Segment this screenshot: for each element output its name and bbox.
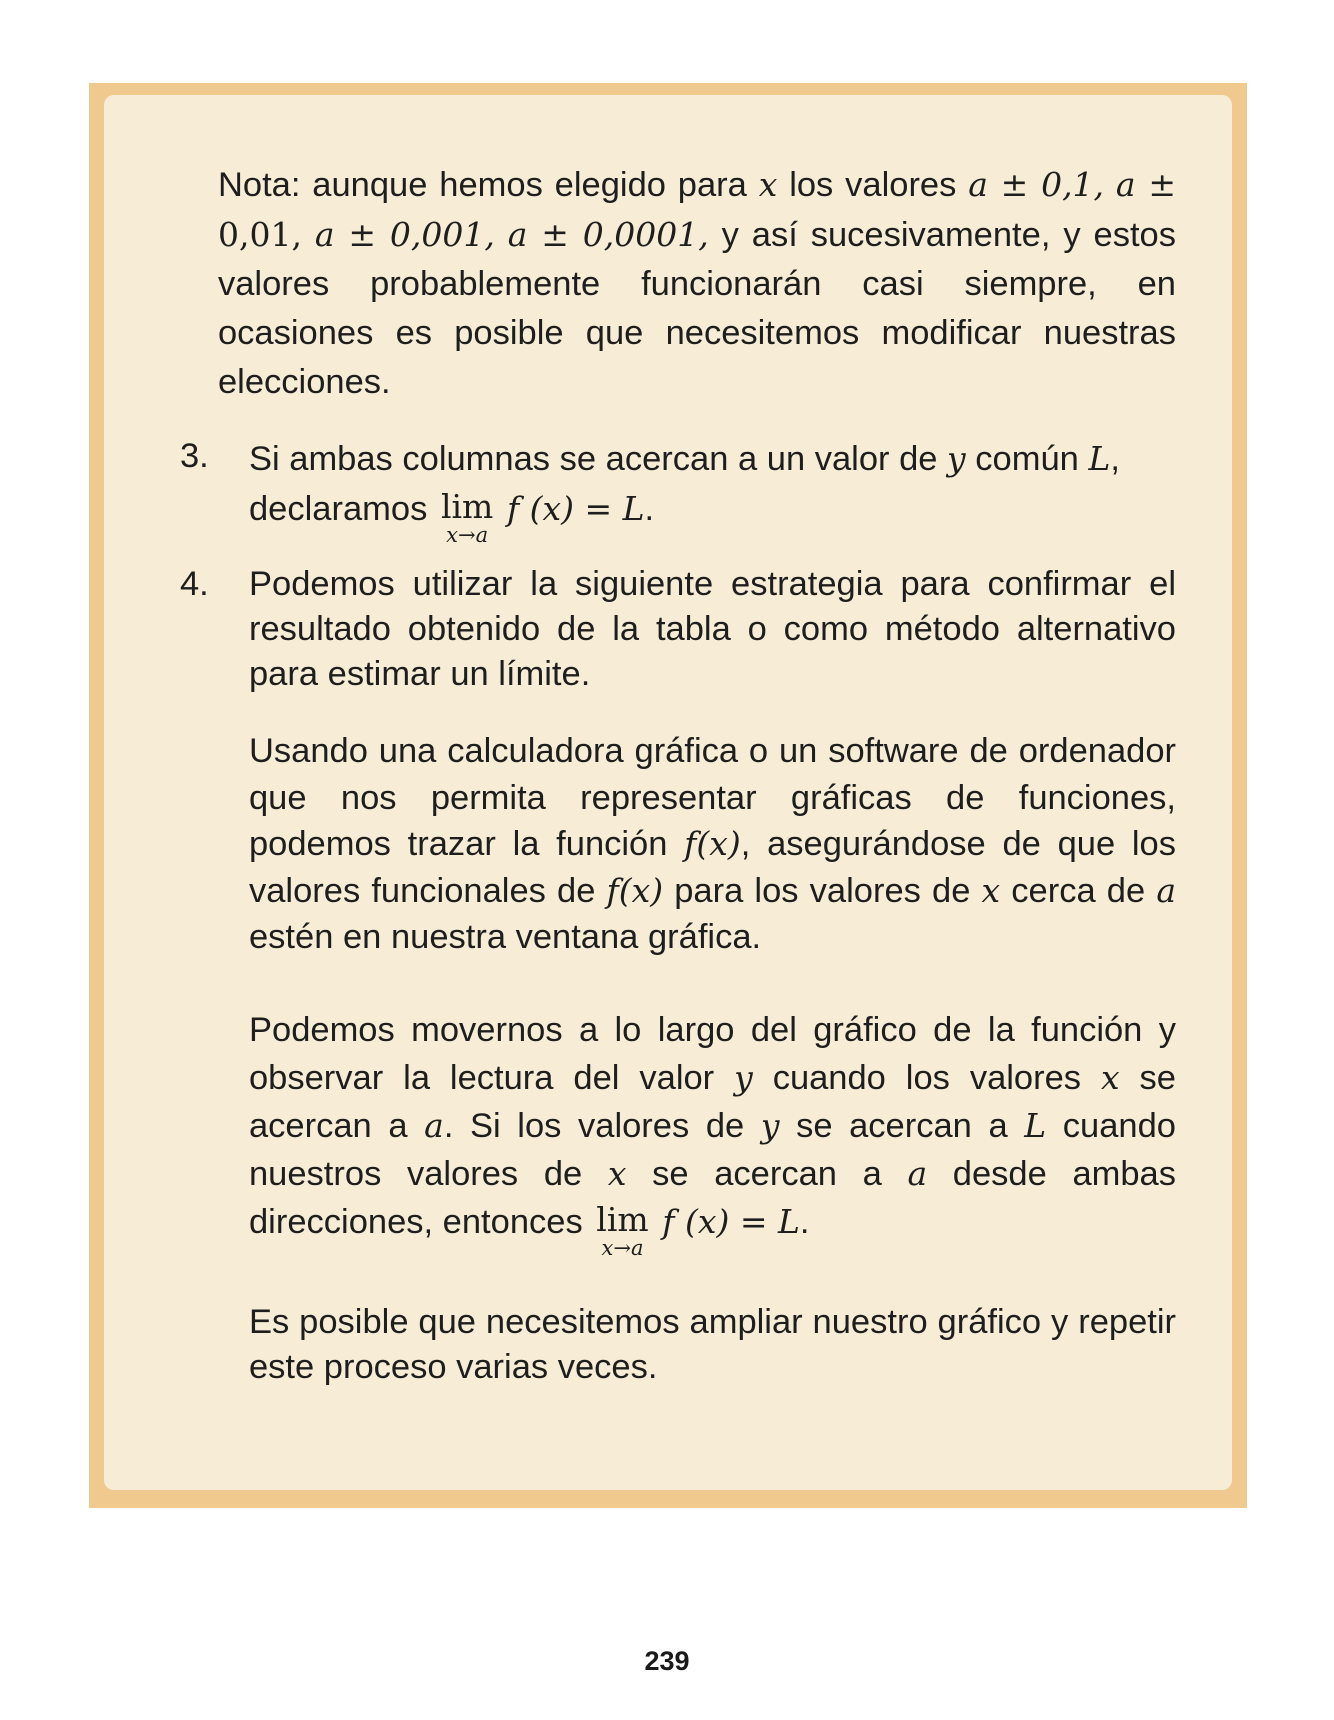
- limit-operator: lim x→a: [596, 1200, 649, 1260]
- math-value: a ±: [1115, 165, 1176, 204]
- limit-operator: lim x→a: [440, 487, 494, 547]
- list-number-3: 3.: [180, 437, 209, 475]
- math-y: y: [760, 1106, 780, 1145]
- math-expression: f (x) = L: [506, 489, 645, 528]
- math-value: a ± 0,0001,: [507, 215, 709, 254]
- graphing-paragraph: Usando una calculadora gráfica o un software de ordenador que nos permita representar gráficas de funciones, podemos trazar la función f(x), asegurándose de que los valores funcionales de f(x) para los valores de x cerca de a estén en nuestra ventana gráfica.: [249, 732, 1176, 956]
- trace-paragraph: Podemos movernos a lo largo del gráfico de la función y observar la lectura del valor y cuando los valores x se acercan a a. Si los valores de y se acercan a L cuando nuestros valores de x se acercan a a desde ambas direcciones, entonces lim x→a f (x) = L.: [249, 1011, 1176, 1260]
- list-item-3: Si ambas columnas se acercan a un valor de y común L, declaramos lim x→a f (x) = L.: [249, 439, 1120, 547]
- math-a: a: [1156, 870, 1176, 910]
- math-expression: f (x) = L: [662, 1202, 800, 1241]
- math-L: L: [1024, 1106, 1047, 1145]
- zoom-paragraph: Es posible que necesitemos ampliar nuestro gráfico y repetir este proceso varias veces.: [249, 1303, 1176, 1386]
- math-L: L: [1088, 439, 1111, 478]
- math-value: 0,01,: [218, 215, 302, 254]
- math-value: a ± 0,1,: [968, 165, 1105, 204]
- list-number-4: 4.: [180, 565, 209, 603]
- math-a: a: [907, 1154, 928, 1193]
- page-number: 239: [644, 1646, 690, 1676]
- math-fx: f(x): [684, 824, 741, 863]
- list-item-4: Podemos utilizar la siguiente estrategia para confirmar el resultado obtenido de la tabla o como método alternativo para estimar un límite.: [249, 565, 1176, 693]
- note-paragraph: Nota: aunque hemos elegido para x los valores a ± 0,1, a ± 0,01, a ± 0,001, a ± 0,0001, y así sucesivamente, y estos valores probablemente funcionarán casi siempre, en ocasiones es posible que necesitemos modificar nuestras elecciones.: [218, 165, 1176, 401]
- math-x: x: [607, 1154, 627, 1193]
- math-value: a ± 0,001,: [314, 215, 495, 254]
- math-x: x: [758, 165, 778, 204]
- math-y: y: [734, 1058, 753, 1097]
- math-x: x: [981, 870, 1001, 910]
- math-fx: f(x): [606, 870, 664, 910]
- math-a: a: [424, 1106, 444, 1145]
- math-x: x: [1100, 1058, 1120, 1097]
- math-y: y: [947, 439, 966, 478]
